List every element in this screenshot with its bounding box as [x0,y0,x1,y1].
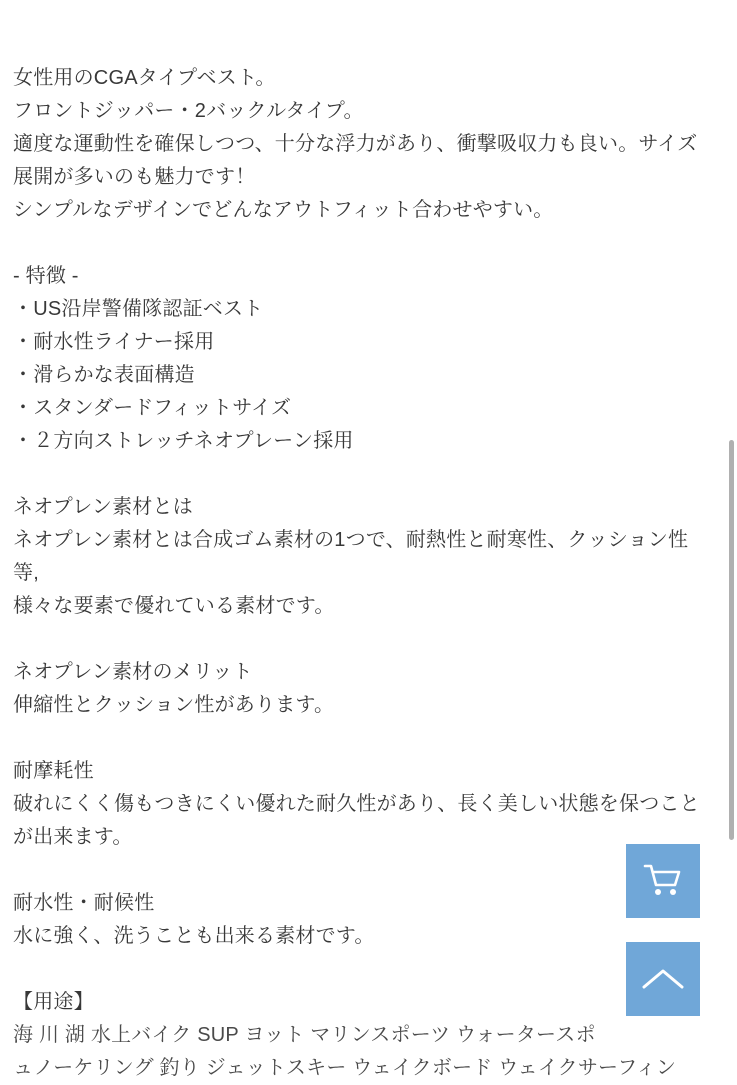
usage-heading: 【用途】 [13,991,94,1013]
feature-item: ・耐水性ライナー採用 [13,331,215,353]
feature-item: ・スタンダードフィットサイズ [13,397,292,419]
section-body-merit-line-1: 伸縮性とクッション性があります。 [13,694,335,716]
section-body-abrasion-line-1: 破れにくく傷もつきにくい優れた耐久性があり、長く美しい状態を保つことが出来ます。 [13,793,700,848]
spacer-5 [13,854,713,887]
shopping-cart-icon [643,863,683,899]
spacer-2 [13,458,713,491]
page-scrollbar-thumb[interactable] [729,440,734,840]
feature-item: ・滑らかな表面構造 [13,364,195,386]
description-content [13,62,713,1085]
intro-line-1: 女性用のCGAタイプベスト。 [13,67,276,89]
intro-line-3: 適度な運動性を確保しつつ、十分な浮力があり、衝撃吸収力も良い。サイズ展開が多いのも魅力です！ [13,133,698,188]
section-body-neoprene-line-1: ネオプレン素材とは合成ゴム素材の1つで、耐熱性と耐寒性、クッション性等, [13,529,689,584]
spacer-1 [13,227,713,260]
spacer-4 [13,722,713,755]
intro-line-4: シンプルなデザインでどんなアウトフィット合わせやすい。 [13,199,554,221]
spacer-6 [13,953,713,986]
usage-line-1: 海 川 湖 水上バイク SUP ヨット マリンスポーツ ウォータースポ [13,1024,596,1046]
spacer-3 [13,623,713,656]
scroll-to-top-button[interactable] [626,942,700,1016]
section-heading-abrasion: 耐摩耗性 [13,760,94,782]
section-heading-merit: ネオプレン素材のメリット [13,661,253,683]
usage-line-2: ュノーケリング 釣り ジェットスキー ウェイクボード ウェイクサーフィン [13,1057,677,1079]
features-heading: - 特徴 - [13,265,79,287]
section-heading-neoprene: ネオプレン素材とは [13,496,193,518]
intro-line-2: フロントジッパー・2バックルタイプ。 [13,100,364,122]
section-heading-waterproof: 耐水性・耐候性 [13,892,155,914]
feature-item: ・US沿岸警備隊認証ベスト [13,298,264,320]
section-body-waterproof-line-1: 水に強く、洗うことも出来る素材です。 [13,925,375,947]
cart-button[interactable] [626,844,700,918]
feature-item: ・２方向ストレッチネオプレーン採用 [13,430,354,452]
chevron-up-icon [641,965,685,993]
section-body-neoprene-line-2: 様々な要素で優れている素材です。 [13,595,335,617]
